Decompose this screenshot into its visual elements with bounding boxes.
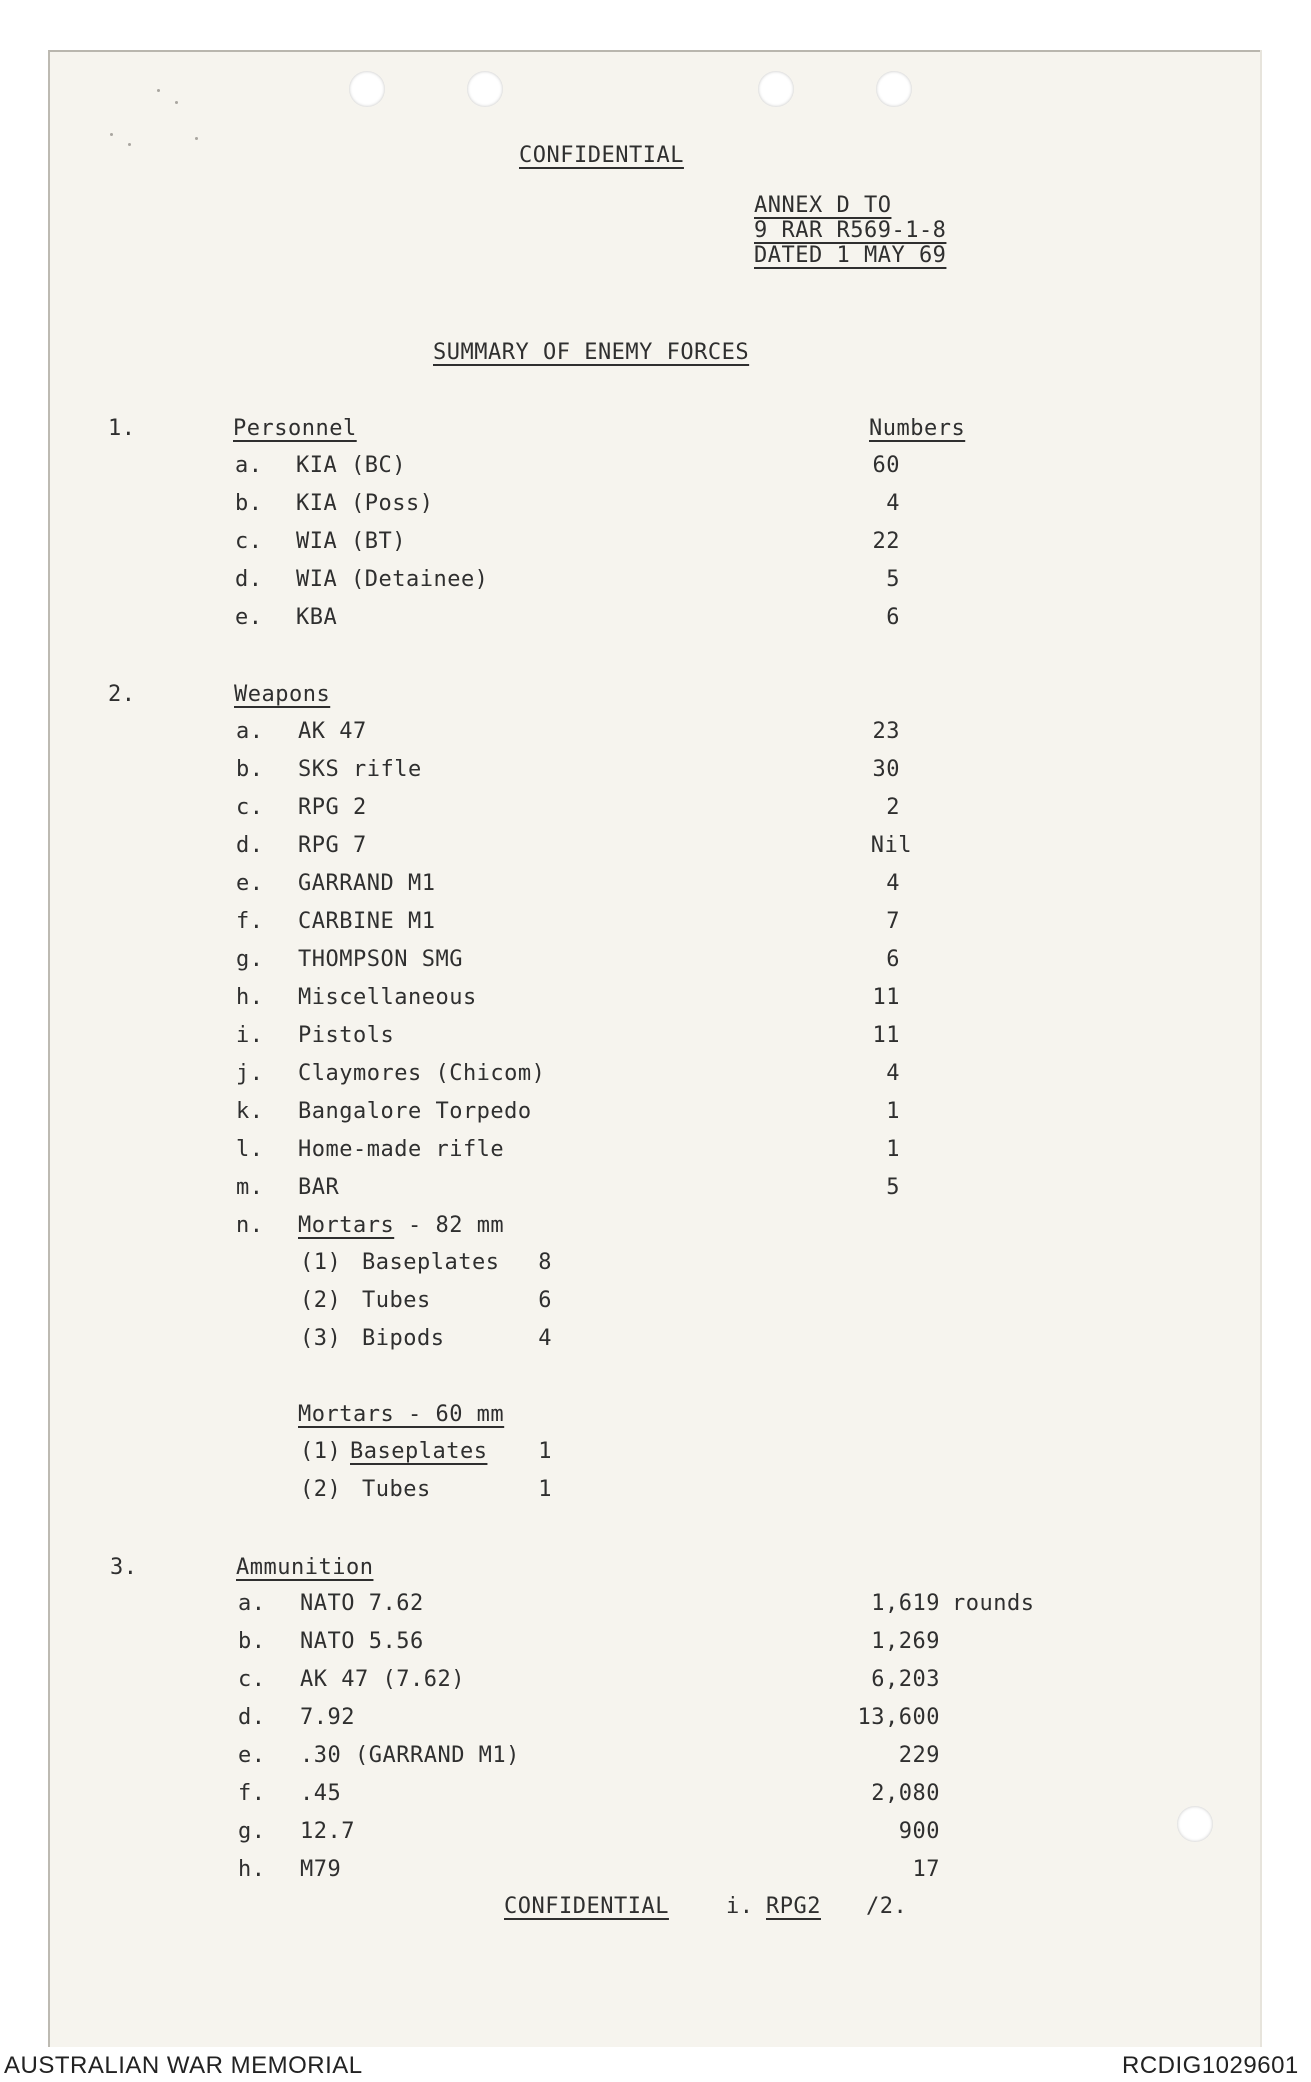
item-value: 17 bbox=[912, 1857, 940, 1882]
item-name: Bangalore Torpedo bbox=[298, 1099, 532, 1124]
classification-top: CONFIDENTIAL bbox=[519, 143, 684, 168]
item-value: 7 bbox=[886, 909, 900, 934]
paper-speck bbox=[175, 101, 178, 104]
item-letter: a. bbox=[235, 453, 263, 478]
item-value: 2,080 bbox=[871, 1781, 940, 1806]
item-value: 4 bbox=[886, 871, 900, 896]
item-letter: e. bbox=[238, 1743, 266, 1768]
item-name: Home-made rifle bbox=[298, 1137, 505, 1162]
item-letter: g. bbox=[236, 947, 264, 972]
item-name: Miscellaneous bbox=[298, 985, 477, 1010]
sub-item-name: Baseplates bbox=[362, 1250, 500, 1275]
item-letter: h. bbox=[238, 1857, 266, 1882]
item-name: RPG 2 bbox=[298, 795, 367, 820]
item-letter: d. bbox=[235, 567, 263, 592]
item-letter: d. bbox=[238, 1705, 266, 1730]
item-name: KIA (Poss) bbox=[296, 491, 434, 516]
section-number: 1. bbox=[108, 416, 136, 441]
item-value: Nil bbox=[870, 833, 912, 858]
item-letter: f. bbox=[238, 1781, 266, 1806]
mortars-82-heading bbox=[298, 1213, 504, 1239]
item-name: AK 47 (7.62) bbox=[300, 1667, 465, 1692]
item-value: 6,203 bbox=[871, 1667, 940, 1692]
item-name: WIA (BT) bbox=[296, 529, 406, 554]
punch-hole bbox=[349, 71, 385, 107]
punch-hole bbox=[1177, 1806, 1213, 1842]
sub-item-name: Baseplates bbox=[350, 1439, 488, 1464]
item-letter: d. bbox=[236, 833, 264, 858]
paper-speck bbox=[195, 137, 198, 140]
item-value: 13,600 bbox=[857, 1705, 940, 1730]
item-letter: a. bbox=[238, 1591, 266, 1616]
sub-item-index: (1) bbox=[300, 1250, 342, 1275]
punch-hole bbox=[467, 71, 503, 107]
section-number: 3. bbox=[110, 1555, 138, 1580]
item-letter: f. bbox=[236, 909, 264, 934]
sub-item-value: 4 bbox=[538, 1326, 552, 1351]
item-letter: e. bbox=[235, 605, 263, 630]
item-letter: b. bbox=[236, 757, 264, 782]
item-value: 23 bbox=[872, 719, 900, 744]
paper-speck bbox=[128, 143, 131, 146]
item-name: 7.92 bbox=[300, 1705, 355, 1730]
item-letter: n. bbox=[236, 1213, 264, 1238]
sub-item-value: 1 bbox=[538, 1477, 552, 1502]
item-name: NATO 5.56 bbox=[300, 1629, 424, 1654]
item-name: 12.7 bbox=[300, 1819, 355, 1844]
sub-item-index: (3) bbox=[300, 1326, 342, 1351]
document-title: SUMMARY OF ENEMY FORCES bbox=[433, 340, 750, 365]
item-value: 1,619 bbox=[871, 1591, 940, 1616]
item-letter: a. bbox=[236, 719, 264, 744]
sub-item-value: 1 bbox=[538, 1439, 552, 1464]
sub-item-index: (2) bbox=[300, 1288, 342, 1313]
item-name: KIA (BC) bbox=[296, 453, 406, 478]
item-value: 4 bbox=[886, 1061, 900, 1086]
sub-item-name: Tubes bbox=[362, 1288, 431, 1313]
item-value: 5 bbox=[886, 567, 900, 592]
item-letter: c. bbox=[235, 529, 263, 554]
item-name: .30 (GARRAND M1) bbox=[300, 1743, 520, 1768]
item-value: 30 bbox=[872, 757, 900, 782]
item-name: SKS rifle bbox=[298, 757, 422, 782]
item-value: 2 bbox=[886, 795, 900, 820]
item-letter: b. bbox=[235, 491, 263, 516]
item-name: THOMPSON SMG bbox=[298, 947, 463, 972]
item-name: WIA (Detainee) bbox=[296, 567, 489, 592]
item-value: 11 bbox=[872, 985, 900, 1010]
item-letter: b. bbox=[238, 1629, 266, 1654]
item-letter: h. bbox=[236, 985, 264, 1010]
sub-item-name: Bipods bbox=[362, 1326, 445, 1351]
item-name: CARBINE M1 bbox=[298, 909, 436, 934]
archive-id: RCDIG1029601 bbox=[1122, 2052, 1299, 2079]
item-name: BAR bbox=[298, 1175, 340, 1200]
classification-bottom: CONFIDENTIAL bbox=[504, 1894, 669, 1919]
sub-item-index: (1) bbox=[300, 1439, 342, 1464]
item-value: 1,269 bbox=[871, 1629, 940, 1654]
section-heading-ammunition: Ammunition bbox=[236, 1555, 374, 1580]
annex-line-2: 9 RAR R569-1-8 bbox=[754, 218, 947, 243]
item-letter: m. bbox=[236, 1175, 264, 1200]
annex-line-3: DATED 1 MAY 69 bbox=[754, 243, 947, 268]
next-item-letter: i. bbox=[726, 1894, 754, 1919]
item-value: 1 bbox=[886, 1099, 900, 1124]
item-letter: j. bbox=[236, 1061, 264, 1086]
archive-credit: AUSTRALIAN WAR MEMORIAL bbox=[4, 2052, 363, 2079]
paper-speck bbox=[157, 89, 160, 92]
item-letter: i. bbox=[236, 1023, 264, 1048]
section-heading-weapons: Weapons bbox=[234, 682, 331, 707]
sub-item-name: Tubes bbox=[362, 1477, 431, 1502]
item-letter: g. bbox=[238, 1819, 266, 1844]
item-letter: c. bbox=[236, 795, 264, 820]
item-name: .45 bbox=[300, 1781, 342, 1806]
item-value: 229 bbox=[898, 1743, 940, 1768]
item-value: 6 bbox=[886, 605, 900, 630]
section-number: 2. bbox=[108, 682, 136, 707]
item-value: 11 bbox=[872, 1023, 900, 1048]
annex-line-1: ANNEX D TO bbox=[754, 193, 892, 218]
item-letter: k. bbox=[236, 1099, 264, 1124]
item-name: GARRAND M1 bbox=[298, 871, 436, 896]
item-name: Claymores (Chicom) bbox=[298, 1061, 546, 1086]
sub-item-value: 6 bbox=[538, 1288, 552, 1313]
mortars-82-label: Mortars bbox=[298, 1213, 395, 1238]
item-name: RPG 7 bbox=[298, 833, 367, 858]
item-value: 60 bbox=[872, 453, 900, 478]
item-name: AK 47 bbox=[298, 719, 367, 744]
item-value: 6 bbox=[886, 947, 900, 972]
mortars-60-heading: Mortars - 60 mm bbox=[298, 1402, 505, 1427]
item-name: NATO 7.62 bbox=[300, 1591, 424, 1616]
item-letter: c. bbox=[238, 1667, 266, 1692]
item-value: 5 bbox=[886, 1175, 900, 1200]
sub-item-value: 8 bbox=[538, 1250, 552, 1275]
next-item-name: RPG2 bbox=[766, 1894, 821, 1919]
ammunition-unit: rounds bbox=[952, 1591, 1035, 1616]
item-name: M79 bbox=[300, 1857, 342, 1882]
section-heading-personnel: Personnel bbox=[233, 416, 357, 441]
item-value: 1 bbox=[886, 1137, 900, 1162]
item-name: KBA bbox=[296, 605, 338, 630]
paper-speck bbox=[110, 133, 113, 136]
item-value: 4 bbox=[886, 491, 900, 516]
item-name: Pistols bbox=[298, 1023, 395, 1048]
item-value: 22 bbox=[872, 529, 900, 554]
mortars-82-size: - 82 mm bbox=[394, 1213, 505, 1238]
punch-hole bbox=[876, 71, 912, 107]
item-letter: e. bbox=[236, 871, 264, 896]
numbers-column-heading: Numbers bbox=[869, 416, 966, 441]
item-value: 900 bbox=[898, 1819, 940, 1844]
punch-hole bbox=[758, 71, 794, 107]
sub-item-index: (2) bbox=[300, 1477, 342, 1502]
item-letter: l. bbox=[236, 1137, 264, 1162]
page-reference: /2. bbox=[866, 1894, 908, 1919]
